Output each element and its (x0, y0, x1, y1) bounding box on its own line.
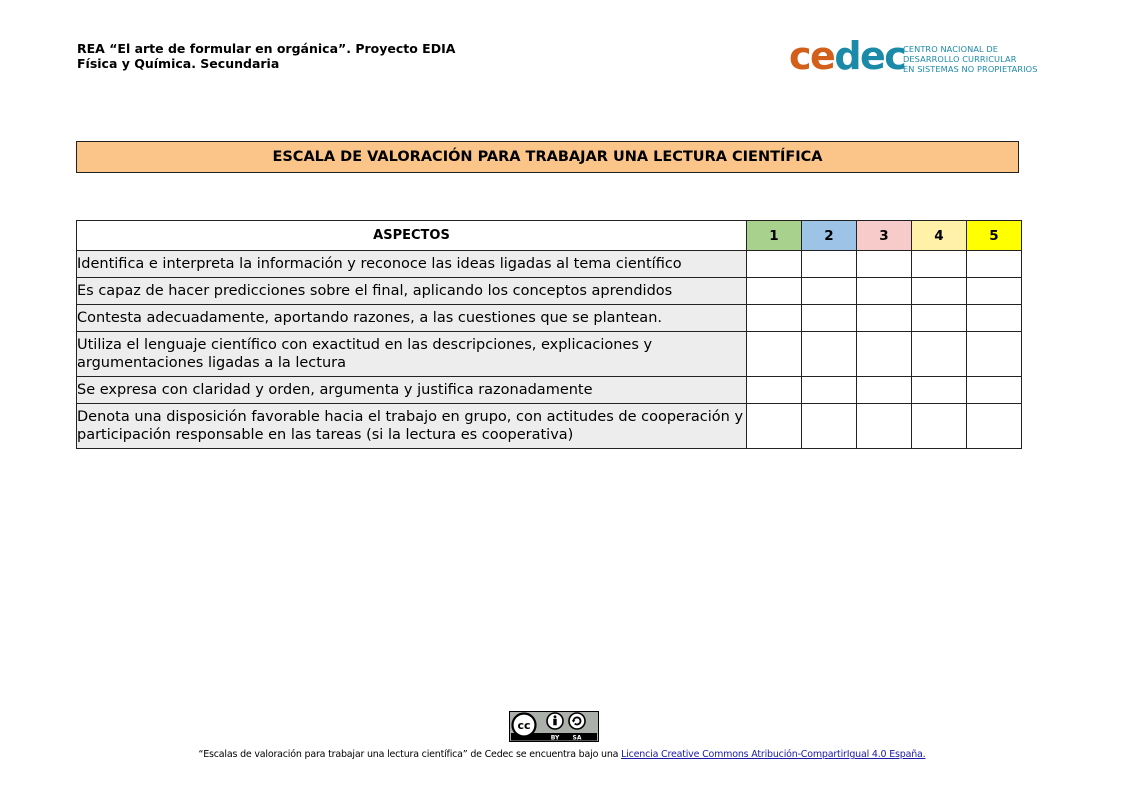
cedec-logo-subtitle (903, 44, 1038, 74)
aspect-text: Denota una disposición favorable hacia el trabajo en grupo, con actitudes de cooperación y participación responsable en las tareas (si la lectura es cooperativa) (77, 404, 747, 449)
document-header (77, 41, 455, 71)
score-cell[interactable] (747, 377, 802, 404)
score-cell[interactable] (747, 305, 802, 332)
cedec-logo (789, 34, 1039, 80)
score-cell[interactable] (967, 251, 1022, 278)
table-row (77, 377, 1022, 404)
score-header-4: 4 (912, 221, 967, 251)
cc-by-label: BY (550, 734, 560, 742)
score-cell[interactable] (747, 278, 802, 305)
score-cell[interactable] (912, 278, 967, 305)
score-header-5: 5 (967, 221, 1022, 251)
score-cell[interactable] (802, 404, 857, 449)
score-cell[interactable] (912, 332, 967, 377)
score-cell[interactable] (747, 404, 802, 449)
score-cell[interactable] (802, 377, 857, 404)
rating-scale-table (76, 220, 1022, 449)
score-cell[interactable] (912, 404, 967, 449)
score-cell[interactable] (802, 305, 857, 332)
score-cell[interactable] (967, 278, 1022, 305)
score-cell[interactable] (857, 278, 912, 305)
logo-sub-line-1: CENTRO NACIONAL DE (903, 44, 999, 54)
score-cell[interactable] (747, 332, 802, 377)
logo-sub-line-2: DESARROLLO CURRICULAR (903, 54, 1017, 64)
license-link[interactable]: Licencia Creative Commons Atribución-CompartirIgual 4.0 España. (621, 749, 926, 760)
score-cell[interactable] (912, 251, 967, 278)
table-row (77, 305, 1022, 332)
score-cell[interactable] (747, 251, 802, 278)
aspect-text: Utiliza el lenguaje científico con exactitud en las descripciones, explicaciones y argumentaciones ligadas a la lectura (77, 332, 747, 377)
cc-sa-label: SA (572, 734, 582, 742)
table-row (77, 332, 1022, 377)
score-header-3: 3 (857, 221, 912, 251)
logo-sub-line-3: EN SISTEMAS NO PROPIETARIOS (903, 64, 1038, 74)
score-cell[interactable] (802, 332, 857, 377)
score-cell[interactable] (912, 377, 967, 404)
score-cell[interactable] (967, 305, 1022, 332)
svg-text:cc: cc (517, 719, 531, 732)
header-line-1: REA “El arte de formular en orgánica”. Proyecto EDIA (77, 41, 456, 56)
table-header-row (77, 221, 1022, 251)
score-cell[interactable] (857, 332, 912, 377)
creative-commons-badge (509, 711, 599, 742)
score-cell[interactable] (967, 377, 1022, 404)
table-row (77, 278, 1022, 305)
aspect-text: Identifica e interpreta la información y reconoce las ideas ligadas al tema científico (77, 251, 747, 278)
header-line-2: Física y Química. Secundaria (77, 56, 280, 71)
license-text: “Escalas de valoración para trabajar una lectura científica” de Cedec se encuentra bajo una (198, 749, 622, 760)
score-cell[interactable] (802, 251, 857, 278)
score-cell[interactable] (857, 377, 912, 404)
aspects-header: ASPECTOS (77, 221, 747, 251)
page-title: ESCALA DE VALORACIÓN PARA TRABAJAR UNA LECTURA CIENTÍFICA (76, 141, 1019, 173)
license-footer (0, 749, 1124, 760)
aspect-text: Se expresa con claridad y orden, argumenta y justifica razonadamente (77, 377, 747, 404)
score-cell[interactable] (802, 278, 857, 305)
logo-word-part2: dec (834, 34, 906, 78)
cedec-logo-word (789, 34, 905, 78)
score-cell[interactable] (967, 404, 1022, 449)
table-row (77, 404, 1022, 449)
aspect-text: Es capaz de hacer predicciones sobre el final, aplicando los conceptos aprendidos (77, 278, 747, 305)
score-cell[interactable] (912, 305, 967, 332)
score-cell[interactable] (857, 305, 912, 332)
score-cell[interactable] (857, 251, 912, 278)
table-row (77, 251, 1022, 278)
score-header-1: 1 (747, 221, 802, 251)
logo-word-part1: ce (789, 34, 835, 78)
score-cell[interactable] (857, 404, 912, 449)
score-cell[interactable] (967, 332, 1022, 377)
score-header-2: 2 (802, 221, 857, 251)
aspect-text: Contesta adecuadamente, aportando razones, a las cuestiones que se plantean. (77, 305, 747, 332)
